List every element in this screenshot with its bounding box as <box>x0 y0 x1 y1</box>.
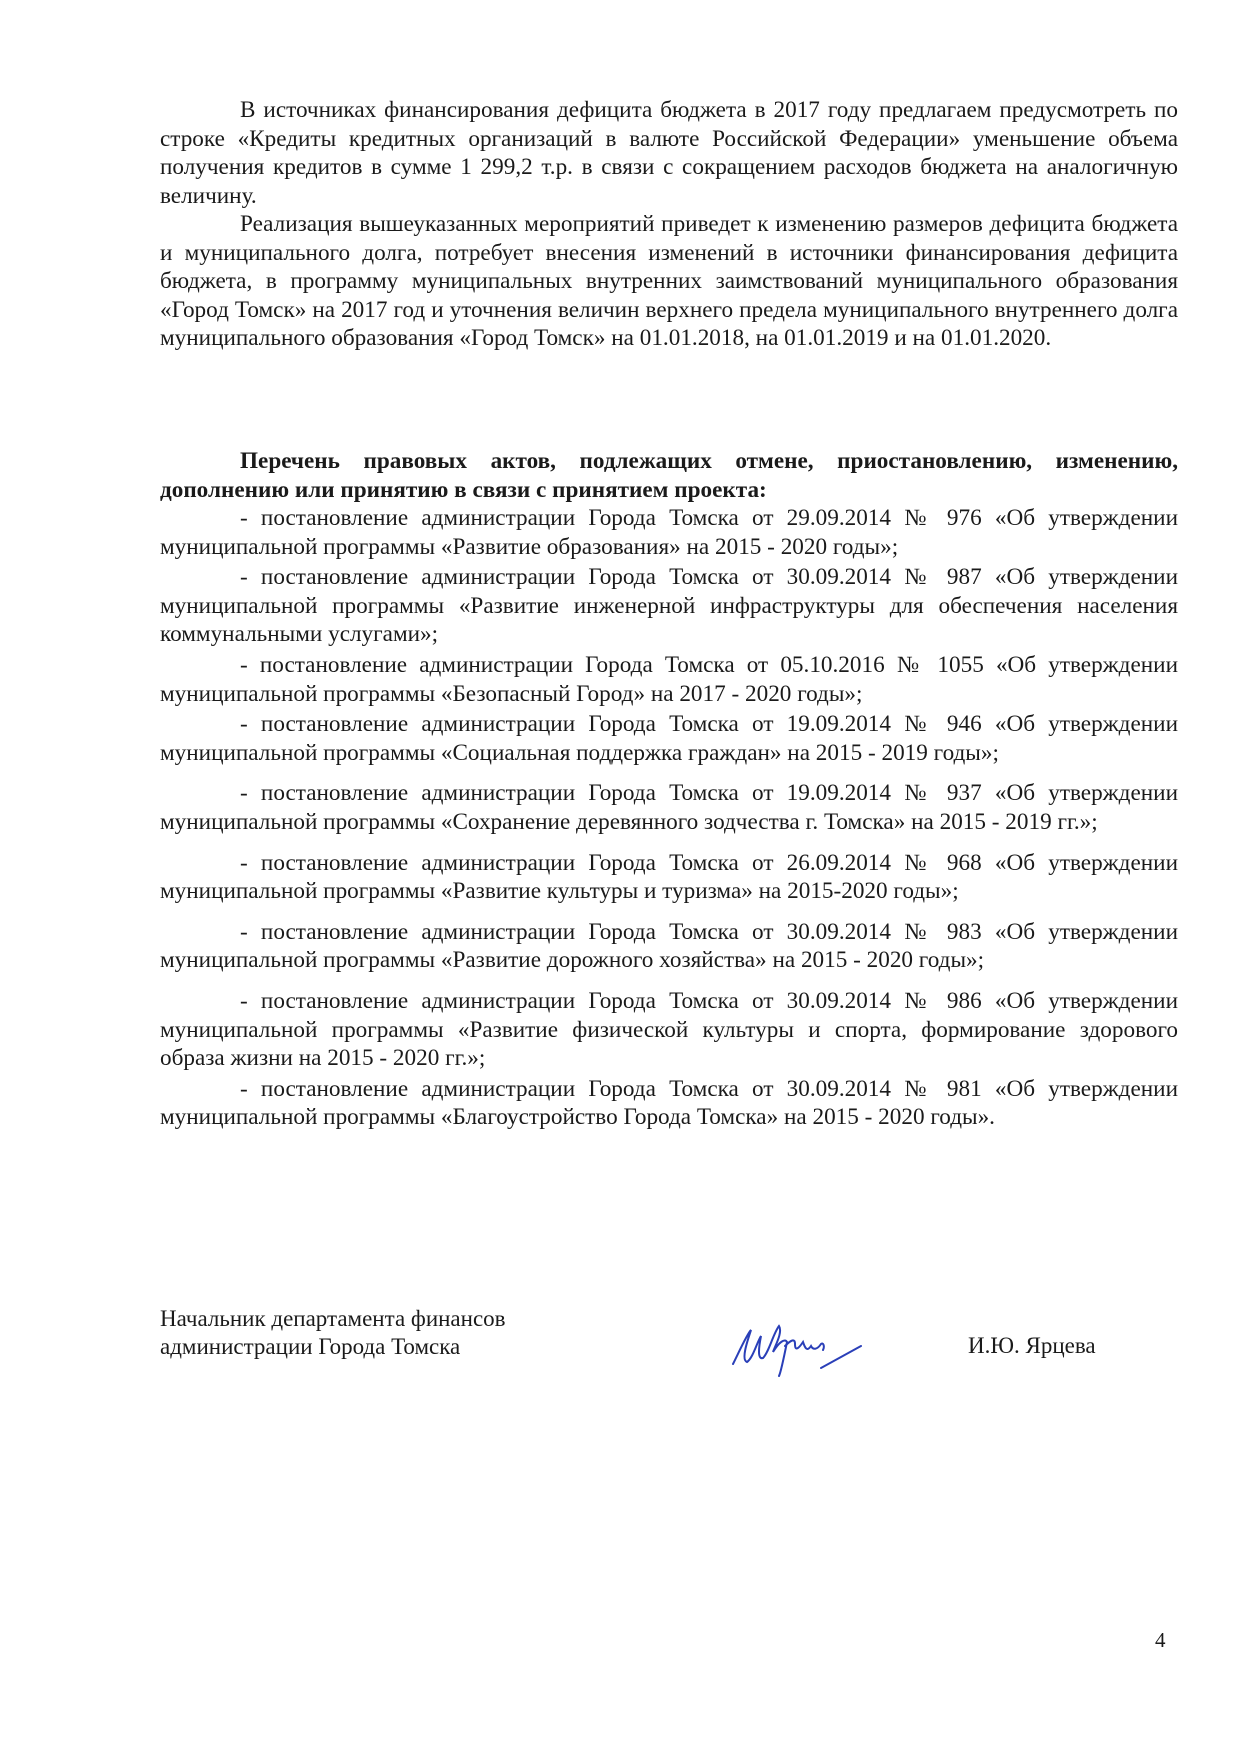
list-item: - постановление администрации Города Томска от 19.09.2014 № 937 «Об утверждении муниципальной программы «Сохранение деревянного зодчества г. Томска» на 2015 - 2019 гг.»; <box>160 780 1178 835</box>
list-item: - постановление администрации Города Томска от 30.09.2014 № 983 «Об утверждении муниципальной программы «Развитие дорожного хозяйства» на 2015 - 2020 годы»; <box>160 918 1178 974</box>
page-number: 4 <box>1155 1628 1166 1652</box>
list-item: - постановление администрации Города Томска от 19.09.2014 № 946 «Об утверждении муниципальной программы «Социальная поддержка граждан» на 2015 - 2019 годы»; <box>160 711 1178 766</box>
signatory-name: И.Ю. Ярцева <box>968 1333 1096 1358</box>
signatory-position <box>160 1305 506 1361</box>
paragraph-deficit-sources: В источниках финансирования дефицита бюджета в 2017 году предлагаем предусмотреть по строке «Кредиты кредитных организаций в валюте Российской Федерации» уменьшение объема получения кредитов в сумме 1 299,2 т.р. в связи с сокращением расходов бюджета на аналогичную величину. <box>160 97 1178 209</box>
legal-acts-list <box>160 504 1178 1134</box>
list-item: - постановление администрации Города Томска от 05.10.2016 № 1055 «Об утверждении муниципальной программы «Безопасный Город» на 2017 - 2020 годы»; <box>160 651 1178 707</box>
list-item: - постановление администрации Города Томска от 30.09.2014 № 986 «Об утверждении муниципальной программы «Развитие физической культуры и спорта, формирование здорового образа жизни на 2015 - 2020 гг.»; <box>160 987 1178 1072</box>
section-heading: Перечень правовых актов, подлежащих отмене, приостановлению, изменению, дополнению или принятию в связи с принятием проекта: <box>160 448 1178 503</box>
handwritten-signature-icon <box>725 1312 865 1378</box>
signatory-position-line1: Начальник департамента финансов <box>160 1306 506 1331</box>
list-item: - постановление администрации Города Томска от 30.09.2014 № 987 «Об утверждении муниципальной программы «Развитие инженерной инфраструктуры для обеспечения населения коммунальными услугами»; <box>160 564 1178 648</box>
signatory-position-line2: администрации Города Томска <box>160 1334 461 1359</box>
list-item: - постановление администрации Города Томска от 26.09.2014 № 968 «Об утверждении муниципальной программы «Развитие культуры и туризма» на 2015-2020 годы»; <box>160 849 1178 905</box>
list-item: - постановление администрации Города Томска от 30.09.2014 № 981 «Об утверждении муниципальной программы «Благоустройство Города Томска» на 2015 - 2020 годы». <box>160 1075 1178 1131</box>
paragraph-implementation: Реализация вышеуказанных мероприятий приведет к изменению размеров дефицита бюджета и муниципального долга, потребует внесения изменений в источники финансирования дефицита бюджета, в программу муниципальных внутренних заимствований муниципального образования «Город Томск» на 2017 год и уточнения величин верхнего предела муниципального внутреннего долга муниципального образования «Город Томск» на 01.01.2018, на 01.01.2019 и на 01.01.2020. <box>160 211 1178 352</box>
list-item: - постановление администрации Города Томска от 29.09.2014 № 976 «Об утверждении муниципальной программы «Развитие образования» на 2015 - 2020 годы»; <box>160 505 1178 560</box>
